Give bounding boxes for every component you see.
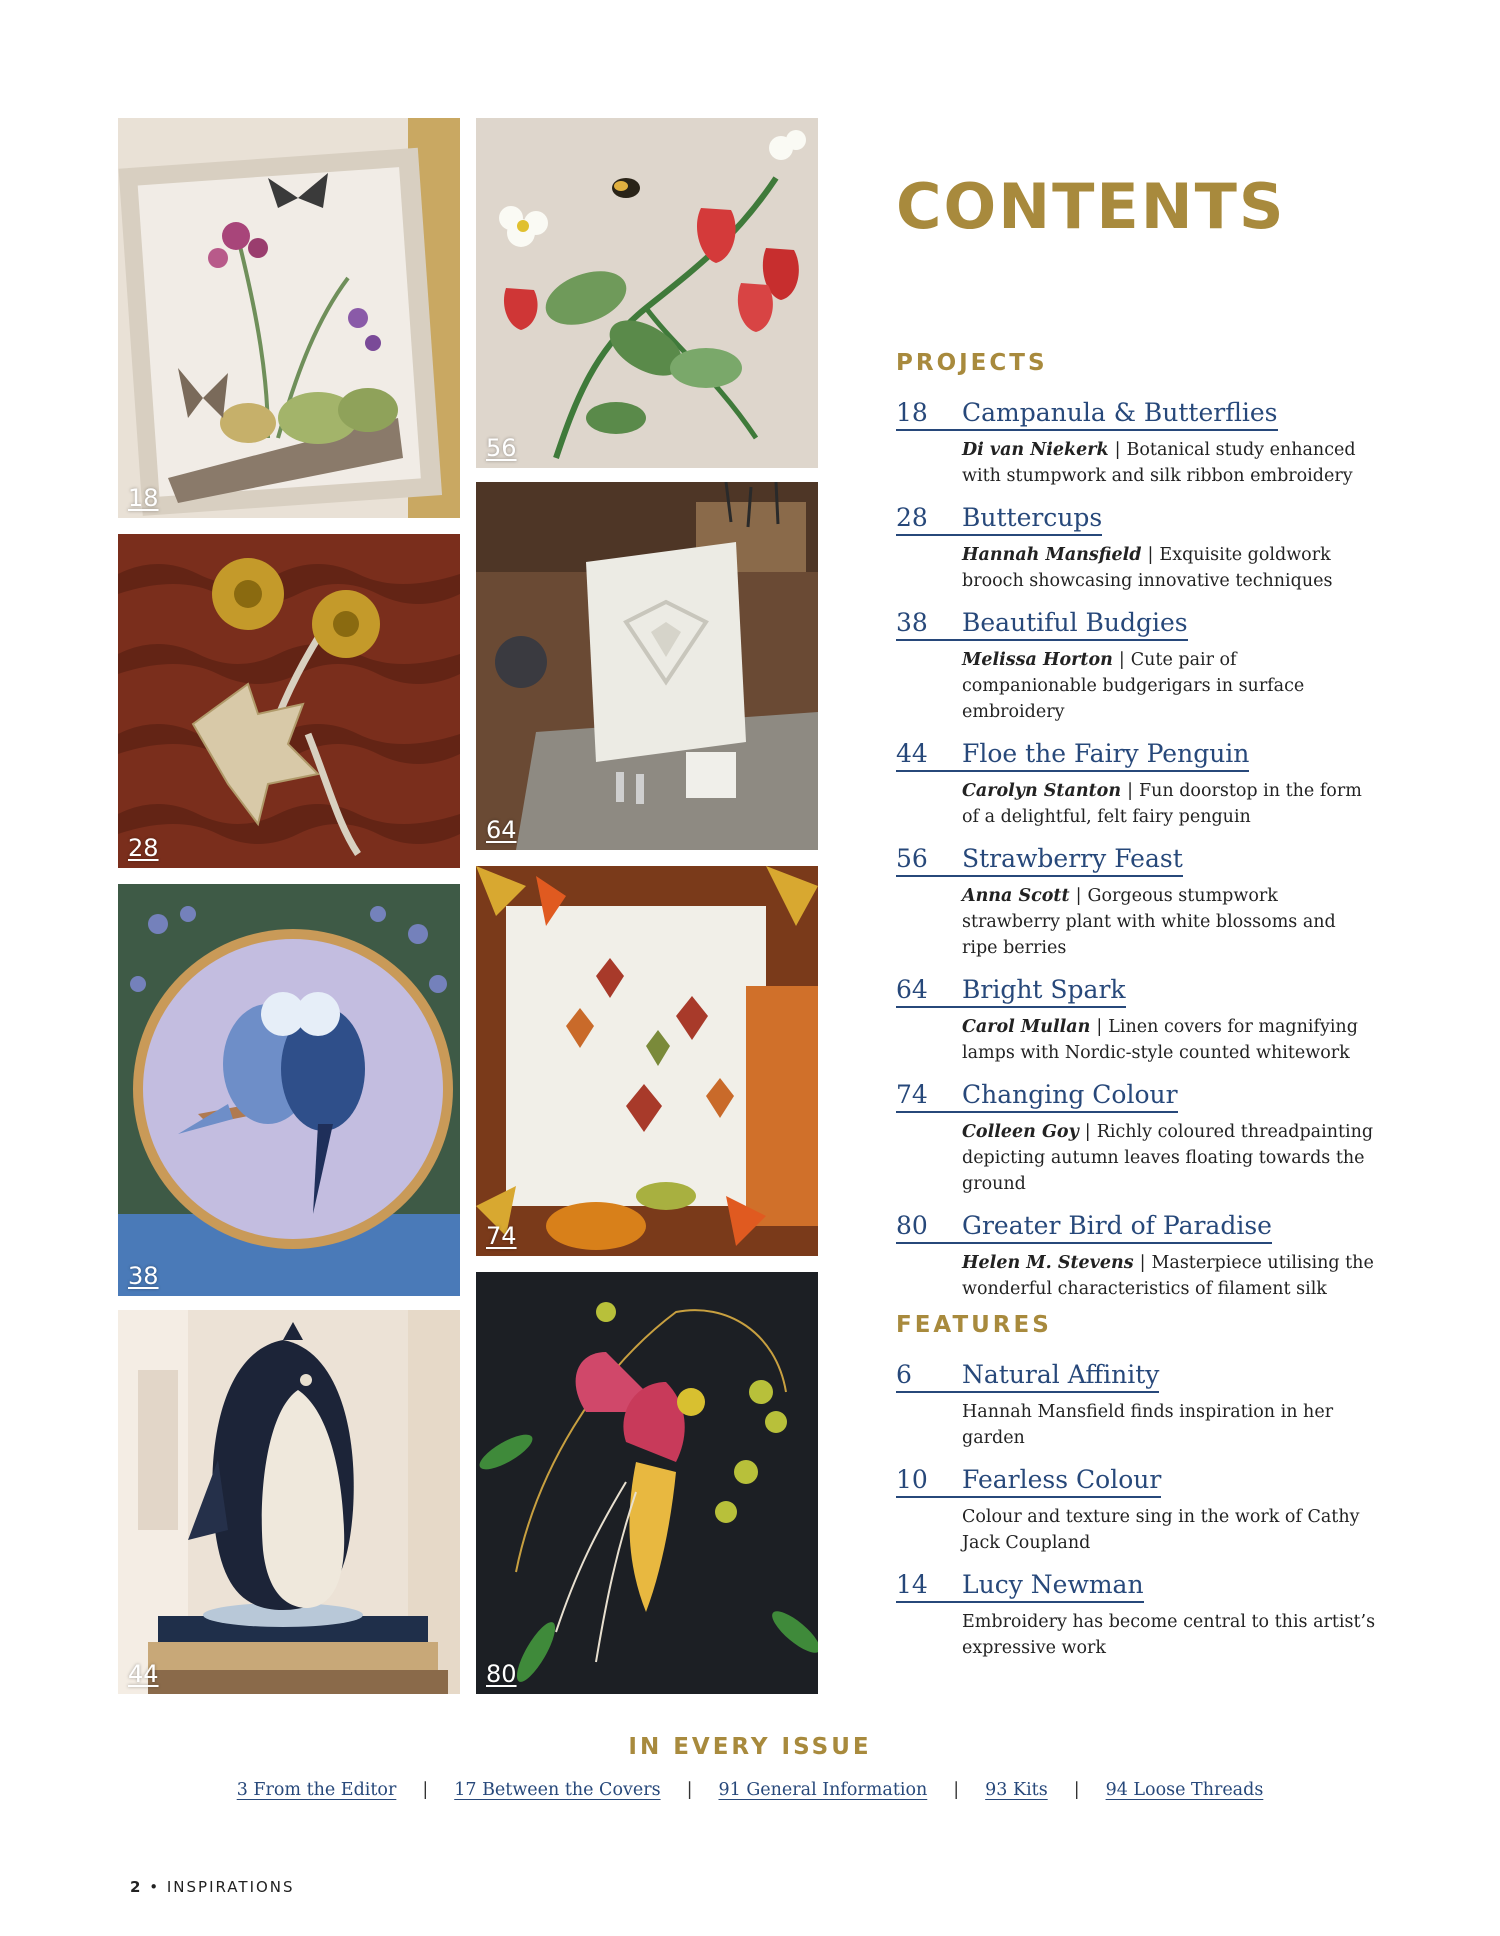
entry-description [962,542,1376,594]
footer-bullet: • [149,1878,161,1896]
entry-title: Strawberry Feast [962,844,1183,873]
project-entry [896,608,1376,725]
feature-link-lucy-newman[interactable] [896,1570,1144,1603]
project-link-bright-spark[interactable] [896,975,1126,1008]
entry-author: Carolyn Stanton [962,781,1122,801]
buttercups-brooch-image [118,534,460,868]
features-heading: FEATURES [896,1312,1052,1338]
entry-title: Buttercups [962,503,1103,532]
entry-page-number: 10 [896,1465,928,1494]
photo-page-number: 74 [486,1222,517,1250]
project-entry [896,503,1376,594]
features-list [896,1360,1376,1675]
project-entry [896,398,1376,489]
photo-campanula-butterflies[interactable] [118,118,460,518]
photo-page-number: 38 [128,1262,159,1290]
entry-author: Di van Niekerk [962,440,1109,460]
entry-title: Floe the Fairy Penguin [962,739,1250,768]
entry-author: Carol Mullan [962,1017,1091,1037]
entry-page-number: 14 [896,1570,928,1599]
penguin-doorstop-image [118,1310,460,1694]
entry-author: Helen M. Stevens [962,1253,1134,1273]
footer-magazine-name: INSPIRATIONS [166,1878,295,1896]
entry-separator: | [1075,886,1082,906]
bird-of-paradise-image [476,1272,818,1694]
link-loose-threads[interactable]: 94 Loose Threads [1105,1780,1264,1800]
entry-page-number: 74 [896,1080,928,1109]
entry-summary: Linen covers for magnifying lamps with Nordic-style counted whitework [962,1017,1358,1063]
entry-page-number: 64 [896,975,928,1004]
campanula-embroidery-image [118,118,460,518]
project-link-bird-of-paradise[interactable] [896,1211,1272,1244]
entry-description [962,1014,1376,1066]
entry-separator: | [1084,1122,1091,1142]
photo-page-number: 18 [128,484,159,512]
link-separator: | [953,1780,960,1800]
entry-page-number: 44 [896,739,928,768]
entry-separator: | [1147,545,1154,565]
photo-page-number: 44 [128,1660,159,1688]
page-title: CONTENTS [896,170,1286,243]
entry-summary: Cute pair of companionable budgerigars in surface embroidery [962,650,1305,722]
entry-description [962,1119,1376,1197]
photo-autumn-leaves[interactable] [476,866,818,1256]
footer-page-number: 2 [130,1878,143,1896]
photo-page-number: 80 [486,1660,517,1688]
photo-penguin[interactable] [118,1310,460,1694]
entry-page-number: 18 [896,398,928,427]
photo-whitework[interactable] [476,482,818,850]
entry-title: Fearless Colour [962,1465,1162,1494]
entry-page-number: 28 [896,503,928,532]
every-issue-heading: IN EVERY ISSUE [628,1734,872,1760]
entry-description: Colour and texture sing in the work of Cathy Jack Coupland [962,1507,1360,1553]
link-general-information[interactable]: 91 General Information [718,1780,928,1800]
entry-author: Hannah Mansfield [962,545,1142,565]
entry-page-number: 80 [896,1211,928,1240]
photo-page-number: 64 [486,816,517,844]
entry-description [962,647,1376,725]
entry-summary: Gorgeous stumpwork strawberry plant with white blossoms and ripe berries [962,886,1336,958]
entry-summary: Exquisite goldwork brooch showcasing innovative techniques [962,545,1333,591]
link-separator: | [686,1780,693,1800]
entry-description [962,883,1376,961]
entry-separator: | [1127,781,1133,801]
entry-page-number: 6 [896,1360,912,1389]
entry-title: Lucy Newman [962,1570,1144,1599]
entry-title: Natural Affinity [962,1360,1160,1389]
project-link-changing-colour[interactable] [896,1080,1178,1113]
entry-description: Hannah Mansfield finds inspiration in her garden [962,1402,1334,1448]
project-link-strawberry[interactable] [896,844,1183,877]
link-from-the-editor[interactable]: 3 From the Editor [236,1780,397,1800]
entry-author: Colleen Goy [962,1122,1079,1142]
entry-description [962,437,1376,489]
entry-title: Greater Bird of Paradise [962,1211,1272,1240]
projects-list [896,398,1376,1316]
entry-page-number: 38 [896,608,928,637]
entry-title: Beautiful Budgies [962,608,1188,637]
feature-link-fearless-colour[interactable] [896,1465,1161,1498]
entry-author: Melissa Horton [962,650,1113,670]
budgies-hoop-image [118,884,460,1296]
page-footer [130,1878,295,1896]
entry-summary: Fun doorstop in the form of a delightful, felt fairy penguin [962,781,1362,827]
project-entry [896,739,1376,830]
entry-separator: | [1118,650,1125,670]
entry-description: Embroidery has become central to this artist’s expressive work [962,1612,1376,1658]
entry-description [962,778,1376,830]
link-kits[interactable]: 93 Kits [985,1780,1048,1800]
project-link-buttercups[interactable] [896,503,1102,536]
project-entry [896,1080,1376,1197]
entry-summary: Richly coloured threadpainting depicting autumn leaves floating towards the ground [962,1122,1374,1194]
feature-entry [896,1465,1376,1556]
photo-buttercups[interactable] [118,534,460,868]
entry-author: Anna Scott [962,886,1070,906]
project-entry [896,844,1376,961]
project-link-budgies[interactable] [896,608,1188,641]
project-link-campanula[interactable] [896,398,1278,431]
autumn-leaves-image [476,866,818,1256]
project-entry [896,975,1376,1066]
entry-separator: | [1114,440,1121,460]
strawberry-stumpwork-image [476,118,818,468]
photo-strawberry[interactable] [476,118,818,468]
feature-entry [896,1570,1376,1661]
feature-link-natural-affinity[interactable] [896,1360,1159,1393]
project-entry [896,1211,1376,1302]
projects-heading: PROJECTS [896,350,1048,376]
entry-title: Changing Colour [962,1080,1178,1109]
entry-separator: | [1139,1253,1146,1273]
feature-entry [896,1360,1376,1451]
entry-title: Campanula & Butterflies [962,398,1278,427]
photo-bird-of-paradise[interactable] [476,1272,818,1694]
entry-separator: | [1096,1017,1103,1037]
link-between-the-covers[interactable]: 17 Between the Covers [454,1780,661,1800]
link-separator: | [1073,1780,1080,1800]
entry-description [962,1250,1376,1302]
entry-page-number: 56 [896,844,928,873]
entry-summary: Masterpiece utilising the wonderful characteristics of filament silk [962,1253,1374,1299]
entry-title: Bright Spark [962,975,1126,1004]
entry-summary: Botanical study enhanced with stumpwork and silk ribbon embroidery [962,440,1356,486]
whitework-covers-image [476,482,818,850]
photo-page-number: 28 [128,834,159,862]
photo-budgies[interactable] [118,884,460,1296]
photo-page-number: 56 [486,434,517,462]
link-separator: | [422,1780,429,1800]
every-issue-links [0,1780,1500,1800]
project-link-penguin[interactable] [896,739,1249,772]
